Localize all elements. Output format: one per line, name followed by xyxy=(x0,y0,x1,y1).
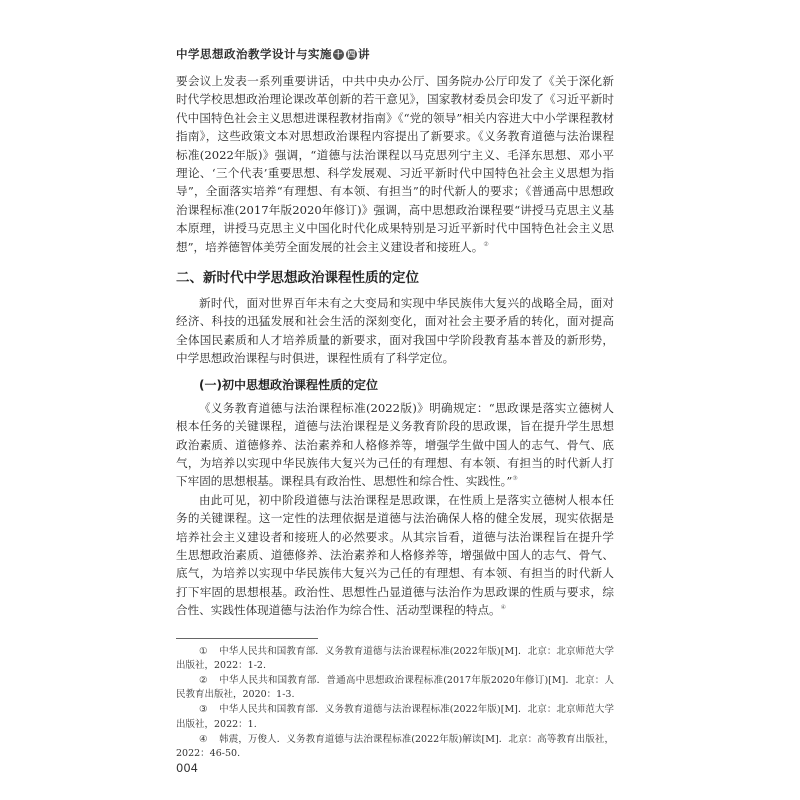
footnote-divider xyxy=(176,638,318,639)
subsection-heading: (一)初中思想政治课程性质的定位 xyxy=(199,377,378,392)
footnotes xyxy=(176,645,614,762)
footnote-mark: ① xyxy=(199,645,208,657)
footnote: ② 中华人民共和国教育部．普通高中思想政治课程标准(2017年版2020年修订)[M]．北京：人民教育出版社，2020：1-3. xyxy=(176,674,614,701)
footnote-mark: ③ xyxy=(199,704,208,716)
paragraph: 《义务教育道德与法治课程标准(2022版)》明确规定：“思政课是落实立德树人根本任务的关键课程，道德与法治课程是义务教育阶段的思政课，旨在提升学生思想政治素质、道德修养、法治素养和人格修养等，增强学生做中国人的志气、骨气、底气，为培养以实现中华民族伟大复兴为己任的有理想、有本领、有担当的时代新人打下牢固的思想根基。课程具有政治性、思想性和综合性、实践性。”③ xyxy=(176,400,614,489)
footnote-ref[interactable]: ③ xyxy=(512,475,518,483)
book-title: 中学思想政治教学设计与实施 xyxy=(176,47,332,61)
footnote-ref[interactable]: ④ xyxy=(500,604,507,612)
page-body xyxy=(176,72,614,762)
number-badge: 十 xyxy=(334,49,343,59)
footnote: ③ 中华人民共和国教育部．义务教育道德与法治课程标准(2022年版)[M]．北京：北京师范大学出版社，2022：1. xyxy=(176,704,614,730)
section-heading: 二、新时代中学思想政治课程性质的定位 xyxy=(176,270,419,287)
footnote-mark: ② xyxy=(199,674,208,686)
paragraph: 新时代，面对世界百年未有之大变局和实现中华民族伟大复兴的战略全局，面对经济、科技的迅猛发展和社会生活的深刻变化，面对社会主要矛盾的转化，面对提高全体国民素质和人才培养质量的新要求，面对我国中学阶段教育基本普及的新形势，中学思想政治课程与时俱进，课程性质有了科学定位。 xyxy=(176,296,614,366)
footnote: ① 中华人民共和国教育部．义务教育道德与法治课程标准(2022年版)[M]．北京：北京师范大学出版社，2022：1-2. xyxy=(176,645,614,671)
book-title-suffix: 讲 xyxy=(358,47,370,61)
footnote-mark: ④ xyxy=(199,733,208,745)
footnote-ref[interactable]: ② xyxy=(483,240,489,248)
paragraph: 由此可见，初中阶段道德与法治课程是思政课，在性质上是落实立德树人根本任务的关键课程。这一定性的法理依据是道德与法治确保人格的健全发展，现实依据是培养社会主义建设者和接班人的必然要求。从其宗旨看，道德与法治课程旨在提升学生思想政治素质、道德修养、法治素养和人格修养等，增强做中国人的志气、骨气、底气，为培养以实现中华民族伟大复兴为己任的有理想、有本领、有担当的时代新人打下牢固的思想根基。政治性、思想性凸显道德与法治作为思政课的性质与要求，综合性、实践性体现道德与法治作为综合性、活动型课程的特点。④ xyxy=(176,492,614,618)
paragraph: 要会议上发表一系列重要讲话，中共中央办公厅、国务院办公厅印发了《关于深化新时代学校思想政治理论课改革创新的若干意见》，国家教材委员会印发了《习近平新时代中国特色社会主义思想进课程教材指南》《“党的领导”相关内容进大中小学课程教材指南》，这些政策文本对思想政治课程内容提出了新要求。《义务教育道德与法治课程标准(2022年版)》强调，“道德与法治课程以马克思列宁主义、毛泽东思想、邓小平理论、‘三个代表’重要思想、科学发展观、习近平新时代中国特色社会主义思想为指导”，全面落实培养“有理想、有本领、有担当”的时代新人的要求；《普通高中思想政治课程标准(2017年版2020年修订)》强调，高中思想政治课程要“讲授马克思主义基本原理，讲授马克思主义中国化时代化成果特别是习近平新时代中国特色社会主义思想”，培养德智体美劳全面发展的社会主义建设者和接班人。② xyxy=(176,74,614,254)
page-number: 004 xyxy=(176,761,198,775)
running-head xyxy=(176,46,370,62)
number-badge: 四 xyxy=(347,49,356,59)
footnote: ④ 韩震，万俊人．义务教育道德与法治课程标准(2022年版)解读[M]．北京：高等教育出版社，2022：46-50. xyxy=(176,733,614,759)
